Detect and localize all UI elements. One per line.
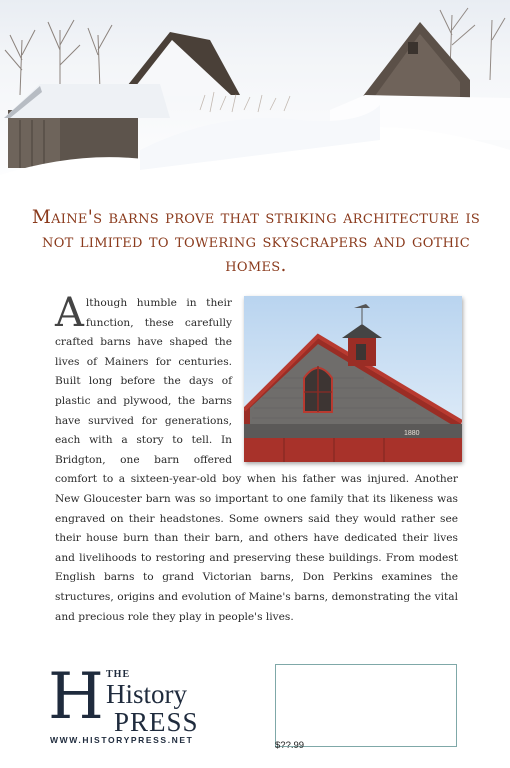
red-barn-photo bbox=[244, 296, 462, 462]
logo-initial: H bbox=[48, 660, 104, 734]
logo-press: PRESS bbox=[114, 707, 199, 737]
headline: Maine's barns prove that striking architecture is not limited to towering skyscrapers and gothic homes. bbox=[31, 207, 481, 276]
cover-photo-snowy-barns bbox=[0, 0, 510, 200]
publisher-url: WWW.HISTORYPRESS.NET bbox=[50, 735, 194, 745]
snowy-barns-illustration bbox=[0, 0, 510, 200]
logo-the: THE bbox=[106, 669, 131, 680]
drop-cap: A bbox=[55, 290, 84, 336]
price: $??.99 bbox=[275, 740, 305, 751]
body-paragraph: lthough humble in their function, these carefully crafted barns have shaped the lives of Mainers for centuries. Built long before the days of plastic and plywood, the barns have survived for generations, each with a story to tell. In Bridgton, one barn offered comfort to a sixteen-year-old boy when his father was injured. Another New Gloucester barn was so important to one family that its likeness was engraved on their headstones. Some owners said they would rather see their house burn than their barn, and others have dedicated their lives and livelihoods to restoring and preserving these buildings. From modest English barns to grand Victorian barns, Don Perkins examines the structures, origins and evolution of Maine's barns, demonstrating the vital and precious role they play in people's lives. bbox=[55, 297, 458, 623]
publisher-logo bbox=[48, 660, 208, 749]
barcode-box bbox=[275, 664, 457, 747]
body-copy bbox=[55, 290, 458, 627]
barn-date-plate: 1880 bbox=[404, 430, 420, 437]
logo-history: History bbox=[106, 679, 187, 709]
red-barn-illustration bbox=[244, 296, 462, 462]
